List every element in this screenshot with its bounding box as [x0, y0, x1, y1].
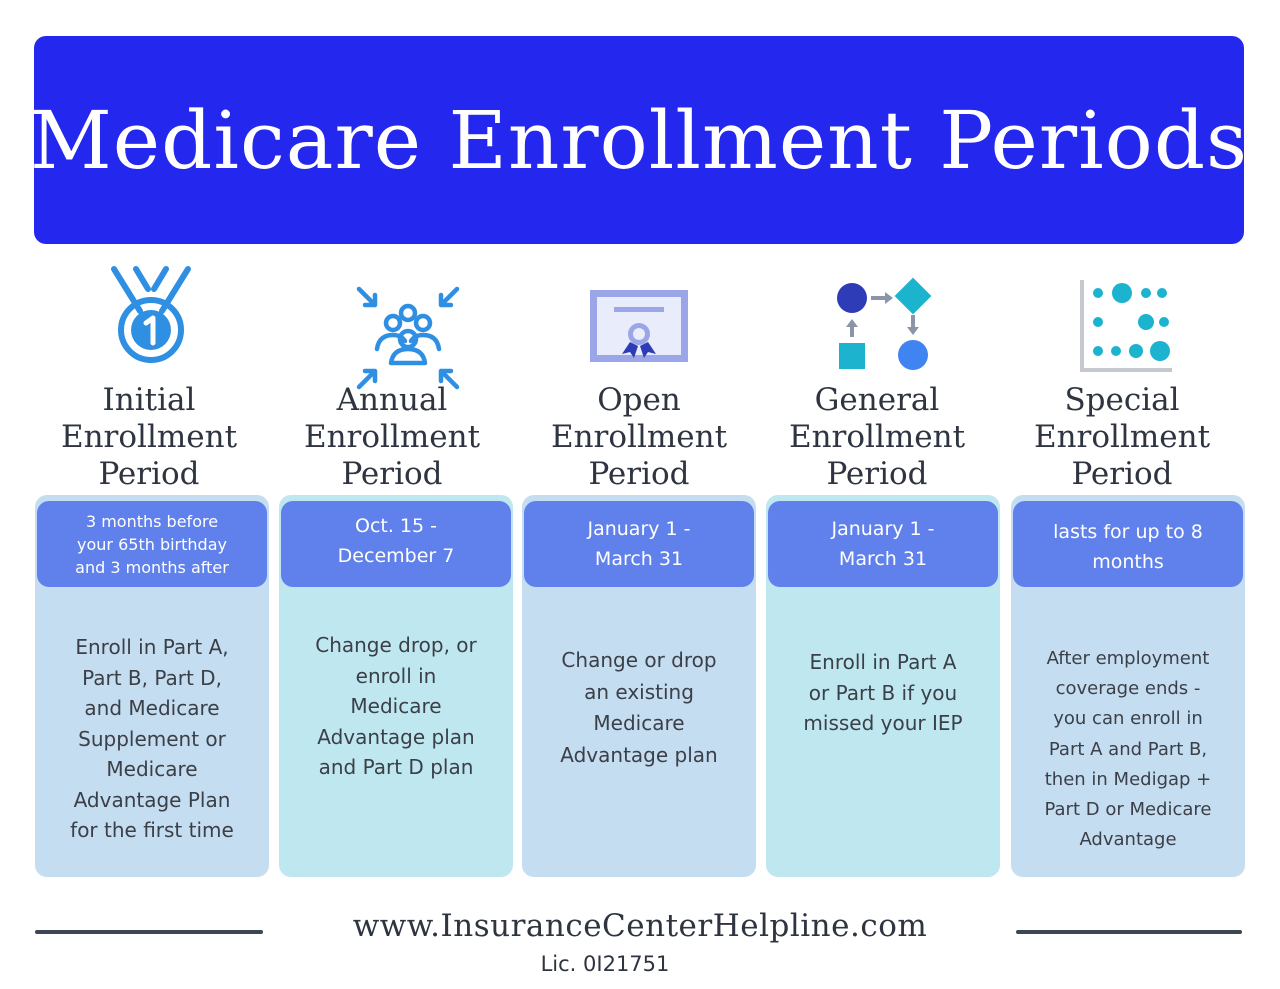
certificate-icon: [584, 270, 694, 380]
period-description: Enroll in Part A or Part B if you missed your IEP: [803, 650, 963, 735]
group-converge-icon: [353, 283, 463, 393]
period-timing-badge: [37, 501, 267, 587]
period-card-open: [522, 495, 756, 877]
period-title-special: Special Enrollment Period: [1033, 382, 1211, 492]
period-timing: January 1 - March 31: [587, 518, 691, 570]
period-timing: 3 months before your 65th birthday and 3 months after: [75, 511, 229, 577]
period-title-initial: Initial Enrollment Period: [60, 382, 238, 492]
page-title: Medicare Enrollment Periods: [29, 93, 1249, 187]
period-description: Enroll in Part A, Part B, Part D, and Medicare Supplement or Medicare Advantage Plan for the first time: [70, 635, 234, 842]
period-title-annual: Annual Enrollment Period: [303, 382, 481, 492]
footer-license: Lic. 0I21751: [540, 952, 670, 976]
footer-divider-right: [1016, 930, 1242, 934]
title-banner: [29, 36, 1249, 244]
dot-plot-icon: [1076, 278, 1186, 388]
period-timing: January 1 - March 31: [831, 518, 935, 570]
period-description: Change drop, or enroll in Medicare Advantage plan and Part D plan: [315, 633, 477, 779]
period-timing: Oct. 15 - December 7: [337, 515, 455, 567]
period-timing-badge: [1013, 501, 1243, 587]
footer-divider-left: [35, 930, 263, 934]
flowchart-icon: [829, 275, 939, 385]
footer-website: www.InsuranceCenterHelpline.com: [352, 908, 928, 944]
period-timing-badge: [524, 501, 754, 587]
period-card-initial: [35, 495, 269, 877]
period-title-general: General Enrollment Period: [788, 382, 966, 492]
period-timing-badge: [281, 501, 511, 587]
period-timing-badge: [768, 501, 998, 587]
period-card-special: [1011, 495, 1245, 877]
period-title-open: Open Enrollment Period: [550, 382, 728, 492]
medal-icon: [96, 263, 206, 373]
period-timing: lasts for up to 8 months: [1053, 521, 1203, 573]
period-description: After employment coverage ends - you can enroll in Part A and Part B, then in Medigap + Part D or Medicare Advantage: [1044, 648, 1212, 851]
period-card-annual: [279, 495, 513, 877]
period-card-general: [766, 495, 1000, 877]
period-description: Change or drop an existing Medicare Advantage plan: [560, 648, 718, 767]
